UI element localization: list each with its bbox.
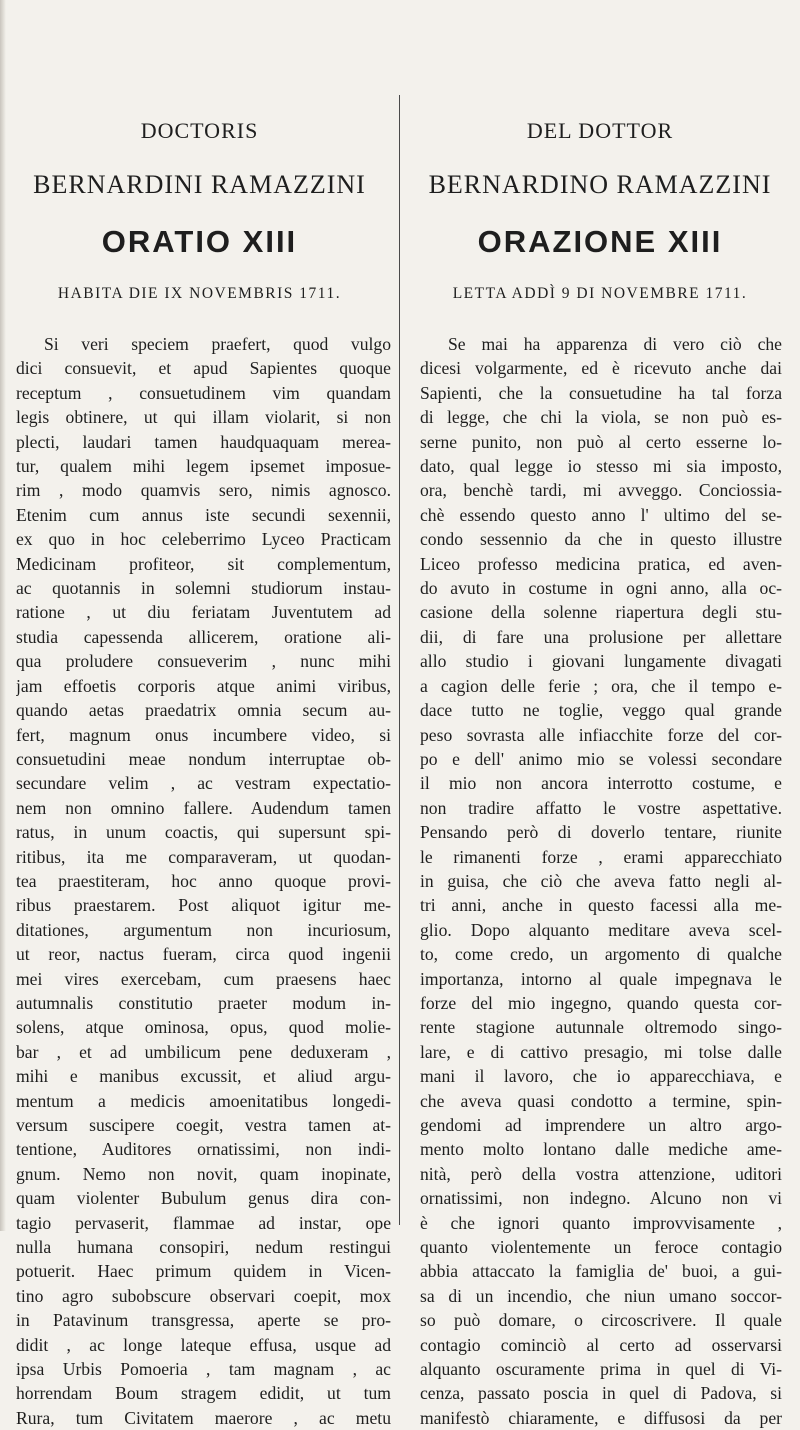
italian-text-line: non tradire affatto le vostre aspettative. [420,797,782,818]
italian-text-line: in guisa, che ciò che aveva fatto negli al- [420,870,782,891]
italian-text-line: mento molto lontano dalle mediche ame- [420,1139,782,1160]
column-divider [399,95,400,1225]
latin-text-line: quando aetas praedatrix omnia secum au- [16,700,391,721]
italian-text-line: ora, benchè tardi, mi avveggo. Conciossia- [420,480,782,501]
italian-text-line: quanto violentemente un feroce contagio [420,1237,782,1258]
latin-text-line: solens, atque ominosa, opus, quod molie- [16,1017,391,1038]
latin-text-line: nem non omnino fallere. Audendum tamen [16,797,391,818]
latin-text-line: ut reor, nactus fueram, circa quod ingenii [16,944,391,965]
latin-text-line: didit , ac longe lateque effusa, usque ad [16,1334,391,1355]
latin-text-line: fert, magnum onus incumbere video, si [16,724,391,745]
latin-text-line: Si veri speciem praefert, quod vulgo [44,334,391,354]
italian-text-line: cenza, passato poscia in quel di Padova, si [420,1383,782,1404]
italian-text-line: allo studio i giovani lungamente divagati [420,651,782,672]
italian-text-line: di legge, che chi la viola, se non può es- [420,407,782,428]
italian-text-line: le rimanenti forze , erami apparecchiato [420,846,782,867]
latin-text-line: tea praestiteram, hoc anno quoque provi- [16,870,391,891]
italian-text-line: sa di un incendio, che niun umano soccor- [420,1285,782,1306]
latin-text-line: studia capessenda allicerem, oratione ali- [16,626,391,647]
italian-text-line: gendomi ad imprendere un altro argo- [420,1115,782,1135]
italian-text-line: il mio non ancora interrotto costume, e [420,773,782,794]
italian-text-line: po e dell' animo mio se volessi secondare [420,748,782,769]
italian-text-line: so può domare, o circoscrivere. Il quale [420,1310,782,1331]
latin-text-line: mihi e manibus excussit, et aliud argu- [16,1066,391,1087]
italian-text-line: chè essendo questo anno l' ultimo del se- [420,504,782,525]
latin-text-line: Etenim cum annus iste secundi sexennii, [16,504,391,525]
italian-text-line: nità, però della vostra attenzione, uditori [420,1163,782,1184]
italian-text-line: lare, e di cattivo presagio, mi tolse dalle [420,1041,782,1062]
latin-text-line: horrendam Boum stragem edidit, ut tum [16,1383,391,1404]
latin-text-line: quam violenter Bubulum genus dira con- [16,1188,391,1209]
italian-heading-oration-title: ORAZIONE XIII [477,224,723,259]
latin-text-line: jam effoetis corporis atque animi viribus, [16,675,391,696]
latin-text-line: ribus praestarem. Post aliquot igitur me- [16,895,391,916]
latin-text-line: ratione , ut diu feriatam Juventutem ad [16,602,391,623]
latin-heading-author-name: BERNARDINI RAMAZZINI [33,170,366,199]
latin-text-line: tentione, Auditores ornatissimi, non indi- [16,1139,391,1160]
latin-text-line: dici consuevit, et apud Sapientes quoque [16,358,391,379]
latin-text-line: legis obtinere, ut qui illam violarit, si non [16,407,391,428]
italian-text-line: Se mai ha apparenza di vero ciò che [448,334,782,354]
italian-text-line: ornatissimi, non indegno. Alcuno non vi [420,1188,782,1209]
italian-text-line: dicesi volgarmente, ed è ricevuto anche dai [420,358,782,379]
italian-text-line: dii, di fare una prolusione per allettare [420,626,782,647]
latin-text-line: mei vires exercebam, cum praesens haec [16,968,391,989]
italian-text-line: peso sovrasta alle infiacchite forze del cor- [420,724,782,745]
latin-text-line: ditationes, argumentum non incuriosum, [16,919,391,940]
italian-text-line: serne punito, non può al certo esserne lo- [420,431,782,452]
italian-text-line: a cagion delle ferie ; ora, che il tempo e- [420,675,782,696]
latin-text-line: Rura, tum Civitatem maerore , ac metu [16,1407,391,1428]
italian-text-line: forze del mio ingegno, quando questa cor- [420,992,782,1013]
italian-text-line: to, come credo, un argomento di qualche [420,944,782,965]
latin-text-line: ac quotannis in solemni studiorum instau- [16,578,391,599]
latin-text-line: tino agro subobscure observari coepit, mox [16,1285,391,1306]
latin-text-line: tagio pervaserit, flammae ad instar, ope [16,1212,391,1233]
italian-body-text [420,332,782,1430]
latin-text-line: ritibus, ita me comparaveram, ut quodan- [16,846,391,867]
italian-text-line: contagio cominciò al certo ad osservarsi [420,1334,782,1355]
italian-heading-date: LETTA ADDÌ 9 DI NOVEMBRE 1711. [452,285,748,302]
latin-heading-date: HABITA DIE IX NOVEMBRIS 1711. [57,285,342,302]
italian-text-line: Liceo professo medicina pratica, ed aven- [420,553,782,574]
latin-text-line: qua proludere consueverim , nunc mihi [16,651,391,672]
latin-text-line: mentum a medicis amoenitatibus longedi- [16,1090,391,1111]
latin-text-line: receptum , consuetudinem vim quandam [16,382,391,403]
italian-text-line: casione della solenne riapertura degli stu- [420,602,782,623]
latin-body-text [16,332,391,1430]
latin-text-line: nulla humana consopiri, nedum restingui [16,1237,391,1258]
latin-text-line: bar , et ad umbilicum pene deduxeram , [16,1041,391,1062]
italian-heading-author-name: BERNARDINO RAMAZZINI [428,170,772,199]
italian-text-line: abbia attaccato la famiglia de' buoi, a gui- [420,1261,782,1282]
italian-heading-author-prefix: DEL DOTTOR [526,118,674,143]
italian-text-line: do avuto in costume in ogni anno, alla oc- [420,578,782,599]
italian-text-line: glio. Dopo alquanto meditare aveva scel- [420,919,782,940]
italian-text-line: manifestò chiaramente, e diffusosi da per [420,1407,782,1428]
latin-text-line: autumnalis constitutio praeter modum in- [16,992,391,1013]
italian-text-line: rente stagione autunnale oltremodo singo- [420,1017,782,1038]
latin-text-line: rim , modo quamvis sero, nimis agnosco. [16,480,391,501]
latin-text-line: ex quo in hoc celeberrimo Lyceo Practicam [16,529,391,550]
italian-text-line: condo sessennio da che in questo illustre [420,529,782,550]
italian-text-line: tri anni, anche in questo facessi alla me- [420,895,782,916]
latin-text-line: gnum. Nemo non novit, quam inopinate, [16,1163,391,1184]
italian-text-line: importanza, intorno al quale impegnava le [420,968,782,989]
latin-text-line: plecti, laudari tamen haudquaquam merea- [16,431,391,452]
latin-text-line: Medicinam profiteor, sit complementum, [16,553,391,574]
italian-text-line: mani il lavoro, che io apparecchiava, e [420,1066,782,1087]
latin-text-line: versum suscipere coegit, vestra tamen at- [16,1115,391,1135]
italian-text-line: alquanto oscuramente prima in quel di Vi- [420,1359,782,1380]
italian-text-line: Pensando però di doverlo tentare, riunite [420,822,782,843]
italian-text-line: è che ignori quanto improvvisamente , [420,1212,782,1233]
latin-text-line: ratus, in unum coactis, qui supersunt spi- [16,822,391,843]
italian-text-line: che aveva quasi condotto a termine, spin- [420,1090,782,1111]
italian-text-line: Sapienti, che la consuetudine ha tal forza [420,382,782,403]
latin-text-line: in Patavinum transgressa, aperte se pro- [16,1310,391,1331]
italian-text-line: dace tutto ne toglie, veggo qual grande [420,700,782,721]
latin-text-line: ipsa Urbis Pomoeria , tam magnam , ac [16,1359,391,1380]
latin-text-line: secundare velim , ac vestram expectatio- [16,773,391,794]
latin-text-line: tur, qualem mihi legem ipsemet imposue- [16,456,391,477]
italian-text-line: dato, qual legge io stesso mi sia imposto, [420,456,782,477]
latin-heading-oration-title: ORATIO XIII [101,224,298,259]
latin-text-line: consuetudini meae nondum interruptae ob- [16,748,391,769]
latin-text-line: potuerit. Haec primum quidem in Vicen- [16,1261,391,1282]
latin-heading-author-prefix: DOCTORIS [140,118,259,143]
